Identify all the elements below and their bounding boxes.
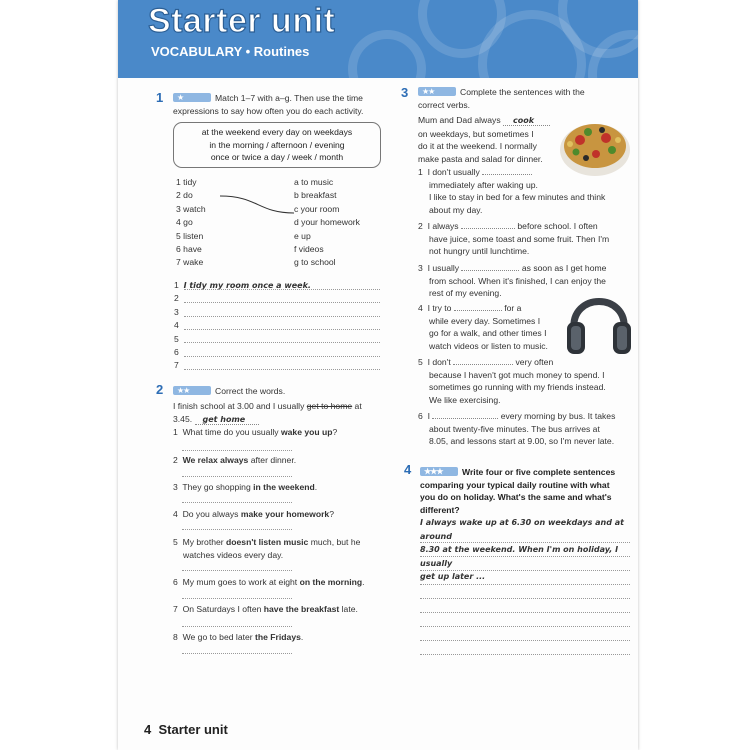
writing-line[interactable] xyxy=(420,570,630,571)
item-text: about twenty-five minutes. The bus arrives at xyxy=(429,423,600,434)
answer-line[interactable] xyxy=(184,342,380,343)
handwritten-answer: get home xyxy=(195,415,260,425)
match-left-item: 3 watch xyxy=(176,203,206,214)
intro-text: do it at the weekend. I normally xyxy=(418,141,537,151)
handwritten-answer: 8.30 at the weekend. When I'm on holiday, I usually xyxy=(420,545,619,568)
item-text: much, but he xyxy=(308,537,361,547)
answer-number: 5 xyxy=(174,333,179,344)
item-text: sometimes go running with my friends instead. xyxy=(429,382,606,392)
item-number: 4 xyxy=(418,303,423,313)
item-number: 2 xyxy=(418,221,423,231)
item-number: 1 xyxy=(418,167,423,177)
item-text: . xyxy=(314,482,318,492)
answer-gap[interactable] xyxy=(432,418,498,419)
exercise-2-item-7 xyxy=(173,603,393,616)
example-text: at xyxy=(354,401,362,411)
exercise-3-item-6 xyxy=(418,410,633,448)
answer-line[interactable] xyxy=(182,450,292,451)
workbook-page xyxy=(118,0,638,750)
difficulty-stars: ★★ xyxy=(418,87,456,96)
item-text: while every day. Sometimes I xyxy=(429,315,541,326)
item-text: about my day. xyxy=(429,204,483,215)
match-left-item: 4 go xyxy=(176,217,193,228)
item-text: immediately after waking up. xyxy=(429,179,538,190)
match-right-item: d your homework xyxy=(294,217,360,228)
writing-line[interactable] xyxy=(420,640,630,641)
match-right-item: a to music xyxy=(294,177,334,187)
match-right-column xyxy=(294,176,394,270)
item-text: after dinner. xyxy=(248,455,297,465)
answer-number: 4 xyxy=(174,320,179,331)
writing-line[interactable] xyxy=(420,556,630,557)
exercise-2-item-8 xyxy=(173,631,393,644)
item-text: I like to stay in bed for a few minutes and think xyxy=(429,192,606,202)
exercise-2-item-6 xyxy=(173,576,393,589)
item-number: 2 xyxy=(173,455,178,465)
exercise-3-instruction xyxy=(418,86,628,111)
headphones-image xyxy=(564,278,634,360)
item-text: What time do you usually xyxy=(182,427,281,437)
intro-text: on weekdays, but sometimes I xyxy=(418,128,534,139)
item-error-phrase: doesn't listen music xyxy=(226,537,309,547)
match-right-item: b breakfast xyxy=(294,190,337,201)
answer-gap[interactable] xyxy=(453,364,513,365)
time-expressions-box xyxy=(173,122,381,168)
answer-line[interactable] xyxy=(182,476,292,477)
item-text: I try to xyxy=(427,303,452,313)
exercise-3-item-1 xyxy=(418,166,630,216)
item-error-phrase: have the breakfast xyxy=(263,604,340,614)
instruction-text: Match 1–7 with a–g. Then use the time expressions to say how often you do each activity. xyxy=(173,93,364,116)
instruction-text: Write four or five complete sentences xyxy=(462,467,616,477)
page-footer xyxy=(144,722,228,737)
item-text: My brother xyxy=(182,537,227,547)
item-text: watch videos or listen to music. xyxy=(429,340,548,351)
answer-number: 2 xyxy=(174,293,179,304)
exercise-4-number: 4 xyxy=(404,462,412,477)
match-right-item: g to school xyxy=(294,257,336,268)
item-number: 4 xyxy=(173,509,178,519)
answer-line[interactable] xyxy=(182,502,292,503)
intro-text: Mum and Dad always xyxy=(418,115,501,125)
exercise-2-number: 2 xyxy=(156,382,164,397)
answer-line[interactable] xyxy=(184,369,380,370)
item-text: I xyxy=(427,411,430,421)
item-number: 7 xyxy=(173,604,178,614)
match-line xyxy=(218,190,298,220)
item-number: 5 xyxy=(173,537,178,547)
match-right-item: c your room xyxy=(294,203,340,214)
footer-label: Starter unit xyxy=(158,722,228,737)
match-left-item: 5 listen xyxy=(176,230,204,241)
handwritten-answer: I always wake up at 6.30 on weekdays and at around xyxy=(420,518,624,541)
exercise-3-item-5 xyxy=(418,356,630,406)
answer-line[interactable] xyxy=(184,316,380,317)
exercise-2-item-2 xyxy=(173,454,393,467)
exercise-2-item-4 xyxy=(173,508,393,521)
answer-number: 6 xyxy=(174,347,179,358)
item-text: . xyxy=(362,577,365,587)
item-text: have juice, some toast and some fruit. Then I'm xyxy=(429,233,610,244)
item-text: every morning by bus. It takes xyxy=(500,411,616,421)
answer-number: 7 xyxy=(174,360,179,371)
answer-gap[interactable] xyxy=(461,228,515,229)
item-number: 3 xyxy=(173,482,178,492)
item-number: 6 xyxy=(418,411,423,421)
section-subtitle: VOCABULARY • Routines xyxy=(151,44,310,59)
handwritten-answer: I tidy my room once a week. xyxy=(183,281,311,290)
item-text: watches videos every day. xyxy=(183,549,284,560)
example-text: 3.45. xyxy=(173,413,193,424)
exercise-4-example xyxy=(420,516,634,584)
instruction-text: correct verbs. xyxy=(418,99,471,110)
header-pattern xyxy=(348,30,426,78)
instruction-text: you do on holiday. What's the same and what's xyxy=(420,492,612,502)
item-text: not hungry until lunchtime. xyxy=(429,246,530,256)
match-right-item: e up xyxy=(294,230,311,241)
writing-line[interactable] xyxy=(420,598,630,599)
answer-line[interactable] xyxy=(182,529,292,530)
exercise-3-intro xyxy=(418,114,568,165)
item-text: from school. When it's finished, I can enjoy the xyxy=(429,275,606,286)
match-left-item: 1 tidy xyxy=(176,177,197,187)
item-number: 6 xyxy=(173,577,178,587)
writing-line[interactable] xyxy=(420,542,630,543)
answer-number: 1 xyxy=(174,280,179,290)
item-text: very often xyxy=(515,357,554,367)
writing-line[interactable] xyxy=(420,626,630,627)
exercise-2-item-1 xyxy=(173,426,393,439)
exercise-3-number: 3 xyxy=(401,85,409,100)
box-line: at the weekend every day on weekdays xyxy=(201,127,353,137)
item-text: ? xyxy=(329,509,334,519)
exercise-3-item-2 xyxy=(418,220,630,258)
exercise-1-answers xyxy=(174,279,384,373)
exercise-4-instruction xyxy=(420,466,632,516)
item-text: . xyxy=(300,632,304,642)
item-text: ? xyxy=(332,427,338,437)
instruction-text: Complete the sentences with the xyxy=(460,87,585,97)
item-text: We go to bed later xyxy=(182,632,256,642)
unit-title: Starter unit xyxy=(148,2,336,40)
writing-line[interactable] xyxy=(420,584,630,585)
answer-gap[interactable] xyxy=(482,174,532,175)
item-text: They go shopping xyxy=(182,482,254,492)
exercise-1-instruction xyxy=(173,92,383,117)
item-error-phrase: the Fridays xyxy=(255,632,301,642)
writing-line[interactable] xyxy=(420,654,630,655)
answer-number: 3 xyxy=(174,306,179,317)
writing-line[interactable] xyxy=(420,612,630,613)
difficulty-stars: ★ xyxy=(173,93,211,102)
difficulty-stars: ★★ xyxy=(173,386,211,395)
answer-line[interactable] xyxy=(184,356,380,357)
exercise-3-item-4 xyxy=(418,302,568,352)
item-number: 1 xyxy=(173,427,178,437)
answer-gap[interactable] xyxy=(454,310,502,311)
exercise-2-item-5 xyxy=(173,536,393,561)
match-right-item: f videos xyxy=(294,244,324,255)
item-text: On Saturdays I often xyxy=(182,604,264,614)
exercise-2-example xyxy=(173,400,388,426)
match-left-item: 7 wake xyxy=(176,257,204,268)
answer-line[interactable] xyxy=(184,329,380,330)
item-text: because I haven't got much money to spend. I xyxy=(429,369,605,380)
handwritten-answer: get up later ... xyxy=(420,572,486,581)
answer-gap[interactable] xyxy=(461,270,519,271)
exercise-1-number: 1 xyxy=(156,90,164,105)
exercise-2-instruction xyxy=(173,385,383,398)
box-line: in the morning / afternoon / evening xyxy=(209,139,345,150)
match-left-item: 6 have xyxy=(176,244,202,255)
instruction-text: different? xyxy=(420,504,460,515)
item-text: late. xyxy=(339,604,358,614)
item-error-phrase: make your homework xyxy=(240,509,330,519)
item-text: as soon as I get home xyxy=(521,263,607,273)
item-text: before school. I often xyxy=(517,221,598,231)
instruction-text: Correct the words. xyxy=(215,386,286,396)
unit-header xyxy=(118,0,638,78)
page-number: 4 xyxy=(144,722,152,737)
exercise-2-item-3 xyxy=(173,481,393,494)
item-text: We like exercising. xyxy=(429,394,501,405)
item-text: Do you always xyxy=(182,509,241,519)
answer-row xyxy=(174,279,384,292)
box-line: once or twice a day / week / month xyxy=(210,152,344,162)
handwritten-answer: cook xyxy=(503,116,550,126)
item-text: I usually xyxy=(427,263,460,273)
item-text: rest of my evening. xyxy=(429,288,502,298)
item-text: My mum goes to work at eight xyxy=(182,577,300,587)
difficulty-stars: ★★★ xyxy=(420,467,458,476)
item-error-phrase: We relax always xyxy=(182,455,249,465)
item-text: I always xyxy=(427,221,459,231)
answer-line[interactable] xyxy=(184,289,380,290)
match-left-item: 2 do xyxy=(176,190,193,201)
item-error-phrase: in the weekend xyxy=(253,482,315,492)
item-error-phrase: wake you up xyxy=(280,427,333,437)
item-number: 3 xyxy=(418,263,423,273)
answer-line[interactable] xyxy=(182,626,292,627)
item-number: 8 xyxy=(173,632,178,642)
crossed-out-words: get to home xyxy=(306,401,353,411)
item-text: go for a walk, and other times I xyxy=(429,328,547,338)
instruction-text: comparing your typical daily routine with what xyxy=(420,479,610,490)
answer-line[interactable] xyxy=(184,302,380,303)
item-text: I don't usually xyxy=(427,167,480,177)
answer-line[interactable] xyxy=(182,570,292,571)
item-text: for a xyxy=(504,303,522,313)
item-number: 5 xyxy=(418,357,423,367)
example-text: I finish school at 3.00 and I usually xyxy=(173,401,305,411)
intro-text: make pasta and salad for dinner. xyxy=(418,153,543,164)
item-error-phrase: on the morning xyxy=(299,577,363,587)
item-text: I don't xyxy=(427,357,451,367)
answer-line[interactable] xyxy=(182,653,292,654)
answer-line[interactable] xyxy=(182,598,292,599)
item-text: 8.05, and lessons start at 9.00, so I'm never late. xyxy=(429,436,615,446)
